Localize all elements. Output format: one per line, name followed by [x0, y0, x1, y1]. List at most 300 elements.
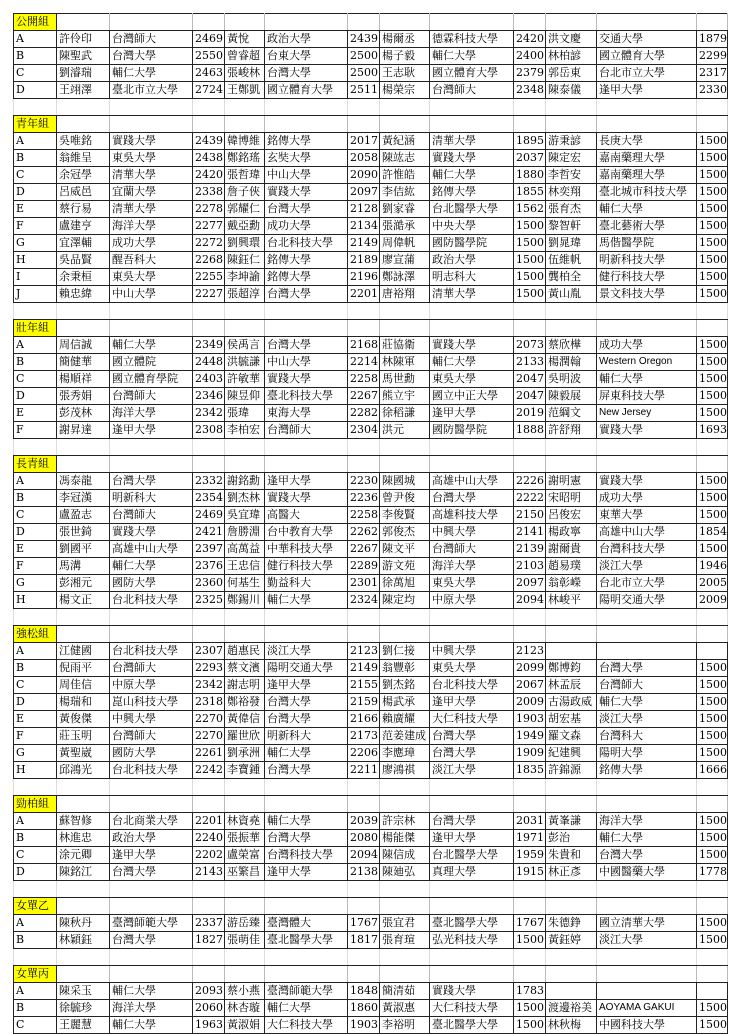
- team-label: B: [14, 660, 57, 677]
- rating-cell: 2047: [514, 388, 546, 405]
- empty-cell: [265, 779, 348, 796]
- table-cell: 劉家睿: [380, 201, 430, 218]
- empty-cell: [348, 949, 380, 966]
- empty-cell: [546, 881, 597, 898]
- table-cell: 台灣大學: [430, 813, 514, 830]
- rating-cell: 2094: [348, 847, 380, 864]
- table-cell: 台北醫學大學: [430, 847, 514, 864]
- empty-cell: [697, 779, 728, 796]
- table-cell: 中央大學: [430, 218, 514, 235]
- table-cell: 賴忠緯: [57, 286, 110, 303]
- empty-cell: [225, 898, 265, 915]
- empty-cell: [225, 796, 265, 813]
- rating-cell: 1500: [514, 286, 546, 303]
- rating-cell: 1895: [514, 133, 546, 150]
- rating-cell: 1500: [514, 1017, 546, 1034]
- rating-cell: 2289: [348, 558, 380, 575]
- table-cell: Western Oregon: [597, 354, 697, 371]
- rating-cell: 2196: [348, 269, 380, 286]
- table-cell: 龔柏全: [546, 269, 597, 286]
- rating-cell: 2342: [193, 405, 225, 422]
- table-cell: 張秀娟: [57, 388, 110, 405]
- team-label: D: [14, 82, 57, 99]
- empty-cell: [597, 898, 697, 915]
- empty-cell: [225, 320, 265, 337]
- empty-cell: [514, 14, 546, 31]
- table-cell: 國立體育學院: [110, 371, 193, 388]
- rating-cell: [697, 643, 728, 660]
- rating-cell: 2060: [193, 1000, 225, 1017]
- empty-cell: [14, 99, 57, 116]
- table-cell: 成功大學: [597, 490, 697, 507]
- rating-cell: 1767: [514, 915, 546, 932]
- rating-cell: 1963: [193, 1017, 225, 1034]
- rating-cell: 2338: [193, 184, 225, 201]
- rating-cell: 1500: [697, 218, 728, 235]
- table-cell: 臺灣體大: [265, 915, 348, 932]
- rating-cell: 1500: [697, 932, 728, 949]
- empty-cell: [514, 626, 546, 643]
- spacer-row: [14, 439, 728, 456]
- rating-cell: 2149: [348, 235, 380, 252]
- team-label: G: [14, 745, 57, 762]
- rating-cell: 1500: [697, 235, 728, 252]
- table-cell: 楊瑞和: [57, 694, 110, 711]
- table-cell: 楊能傑: [380, 830, 430, 847]
- empty-cell: [193, 14, 225, 31]
- rating-cell: 2009: [697, 592, 728, 609]
- empty-cell: [514, 99, 546, 116]
- rating-cell: 1500: [697, 133, 728, 150]
- table-row: [14, 490, 728, 507]
- table-cell: 中原大學: [430, 592, 514, 609]
- table-cell: 輔仁大學: [597, 371, 697, 388]
- rating-cell: 2149: [348, 660, 380, 677]
- empty-cell: [697, 439, 728, 456]
- table-cell: 海洋大學: [597, 813, 697, 830]
- table-cell: 羅文森: [546, 728, 597, 745]
- table-cell: 劉承洲: [225, 745, 265, 762]
- table-cell: 鄭詠澤: [380, 269, 430, 286]
- table-cell: 黃紀涵: [380, 133, 430, 150]
- table-cell: 台北商業大學: [110, 813, 193, 830]
- table-cell: 明新科技大學: [597, 252, 697, 269]
- table-cell: 巫繁昌: [225, 864, 265, 881]
- table-cell: 陳秋丹: [57, 915, 110, 932]
- table-cell: 中興大學: [430, 643, 514, 660]
- table-cell: 張振華: [225, 830, 265, 847]
- spacer-row: [14, 779, 728, 796]
- rating-cell: 1855: [514, 184, 546, 201]
- rating-cell: 2403: [193, 371, 225, 388]
- rating-cell: 1817: [348, 932, 380, 949]
- empty-cell: [597, 99, 697, 116]
- rating-cell: 2168: [348, 337, 380, 354]
- rating-cell: 2349: [193, 337, 225, 354]
- rating-cell: 2206: [348, 745, 380, 762]
- team-label: A: [14, 133, 57, 150]
- table-cell: 鄭博鈞: [546, 660, 597, 677]
- rating-cell: 1500: [697, 201, 728, 218]
- empty-cell: [265, 609, 348, 626]
- table-cell: 陳定宏: [546, 150, 597, 167]
- table-row: [14, 558, 728, 575]
- empty-cell: [430, 456, 514, 473]
- empty-cell: [110, 303, 193, 320]
- table-cell: 張哲瑋: [225, 167, 265, 184]
- table-cell: 林進忠: [57, 830, 110, 847]
- rating-cell: 1500: [514, 932, 546, 949]
- empty-cell: [348, 456, 380, 473]
- table-cell: 玄奘大學: [265, 150, 348, 167]
- table-cell: 東吳大學: [110, 269, 193, 286]
- table-row: [14, 422, 728, 439]
- table-cell: 國防大學: [110, 745, 193, 762]
- empty-cell: [697, 456, 728, 473]
- empty-cell: [225, 626, 265, 643]
- rating-cell: 2278: [193, 201, 225, 218]
- table-cell: 實踐大學: [430, 337, 514, 354]
- team-label: C: [14, 65, 57, 82]
- table-cell: 倪雨平: [57, 660, 110, 677]
- team-label: E: [14, 405, 57, 422]
- table-cell: 馬偕醫學院: [597, 235, 697, 252]
- rating-cell: 2139: [514, 541, 546, 558]
- table-row: [14, 371, 728, 388]
- rating-cell: 2438: [193, 150, 225, 167]
- empty-cell: [348, 779, 380, 796]
- table-cell: 范姜建成: [380, 728, 430, 745]
- table-cell: 國立中正大學: [430, 388, 514, 405]
- table-cell: 謝志明: [225, 677, 265, 694]
- roster-table: [13, 13, 728, 1034]
- table-cell: 輔仁大學: [265, 813, 348, 830]
- table-cell: 東吳大學: [110, 150, 193, 167]
- spacer-row: [14, 949, 728, 966]
- section-header-row: [14, 456, 728, 473]
- table-cell: 余冠學: [57, 167, 110, 184]
- empty-cell: [380, 881, 430, 898]
- table-cell: 許錦源: [546, 762, 597, 779]
- empty-cell: [430, 626, 514, 643]
- empty-cell: [193, 116, 225, 133]
- table-cell: 李佶紘: [380, 184, 430, 201]
- table-cell: 景文科技大學: [597, 286, 697, 303]
- table-cell: 醒吾科大: [110, 252, 193, 269]
- empty-cell: [597, 881, 697, 898]
- empty-cell: [430, 881, 514, 898]
- rating-cell: 2469: [193, 31, 225, 48]
- table-cell: 林柏諺: [546, 48, 597, 65]
- empty-cell: [57, 898, 110, 915]
- table-cell: 古湯政威: [546, 694, 597, 711]
- table-row: [14, 541, 728, 558]
- rating-cell: 1500: [697, 830, 728, 847]
- table-cell: 國防醫學院: [430, 235, 514, 252]
- table-cell: 翁維呈: [57, 150, 110, 167]
- table-cell: 張育杰: [546, 201, 597, 218]
- table-cell: 銘傳大學: [430, 184, 514, 201]
- empty-cell: [193, 626, 225, 643]
- empty-cell: [225, 881, 265, 898]
- table-cell: 黃聖崴: [57, 745, 110, 762]
- empty-cell: [193, 949, 225, 966]
- table-cell: 劉濬瑞: [57, 65, 110, 82]
- table-cell: 輔仁大學: [430, 48, 514, 65]
- table-cell: 林峻平: [546, 592, 597, 609]
- table-cell: 輔仁大學: [110, 337, 193, 354]
- team-label: D: [14, 864, 57, 881]
- empty-cell: [597, 609, 697, 626]
- rating-cell: 2500: [348, 65, 380, 82]
- table-cell: 臺北醫學大學: [265, 932, 348, 949]
- empty-cell: [193, 796, 225, 813]
- rating-cell: 1888: [514, 422, 546, 439]
- rating-cell: 1903: [348, 1017, 380, 1034]
- table-cell: 輔仁大學: [110, 983, 193, 1000]
- table-cell: 台灣師大: [265, 422, 348, 439]
- section-title: 強松組: [14, 626, 57, 643]
- empty-cell: [546, 609, 597, 626]
- empty-cell: [430, 898, 514, 915]
- table-cell: 實踐大學: [597, 473, 697, 490]
- table-cell: 郭岳東: [546, 65, 597, 82]
- empty-cell: [265, 99, 348, 116]
- rating-cell: 2123: [514, 643, 546, 660]
- rating-cell: 2318: [193, 694, 225, 711]
- table-row: [14, 218, 728, 235]
- table-cell: 黃山胤: [546, 286, 597, 303]
- empty-cell: [225, 609, 265, 626]
- rating-cell: 2017: [348, 133, 380, 150]
- rating-cell: 2009: [514, 694, 546, 711]
- empty-cell: [265, 881, 348, 898]
- empty-cell: [546, 456, 597, 473]
- empty-cell: [57, 303, 110, 320]
- empty-cell: [14, 439, 57, 456]
- table-cell: 台灣大學: [265, 337, 348, 354]
- rating-cell: [697, 983, 728, 1000]
- empty-cell: [193, 898, 225, 915]
- rating-cell: 2325: [193, 592, 225, 609]
- rating-cell: 1500: [514, 218, 546, 235]
- table-cell: 彭治: [546, 830, 597, 847]
- table-cell: 崑山科技大學: [110, 694, 193, 711]
- rating-cell: 2293: [193, 660, 225, 677]
- table-cell: 國防大學: [110, 575, 193, 592]
- rating-cell: 1903: [514, 711, 546, 728]
- empty-cell: [514, 609, 546, 626]
- table-cell: 盧盈志: [57, 507, 110, 524]
- empty-cell: [380, 626, 430, 643]
- table-cell: 呂威邑: [57, 184, 110, 201]
- table-cell: 謝銘勳: [225, 473, 265, 490]
- empty-cell: [597, 949, 697, 966]
- table-cell: 輔仁大學: [110, 558, 193, 575]
- rating-cell: 1500: [697, 286, 728, 303]
- empty-cell: [430, 320, 514, 337]
- table-cell: 許伶印: [57, 31, 110, 48]
- table-cell: 國立體育大學: [597, 48, 697, 65]
- table-cell: 劉杰銘: [380, 677, 430, 694]
- empty-cell: [697, 14, 728, 31]
- empty-cell: [380, 949, 430, 966]
- team-label: D: [14, 524, 57, 541]
- table-cell: 成功大學: [597, 337, 697, 354]
- table-cell: 蔡欣樺: [546, 337, 597, 354]
- table-cell: 吳明波: [546, 371, 597, 388]
- table-cell: 黃偉信: [225, 711, 265, 728]
- table-cell: 陽明大學: [597, 745, 697, 762]
- section-header-row: [14, 320, 728, 337]
- spacer-row: [14, 99, 728, 116]
- empty-cell: [380, 966, 430, 983]
- rating-cell: 2360: [193, 575, 225, 592]
- team-label: H: [14, 762, 57, 779]
- table-cell: 國防醫學院: [430, 422, 514, 439]
- table-cell: 游岳臻: [225, 915, 265, 932]
- table-cell: AOYAMA GAKUI: [597, 1000, 697, 1017]
- table-row: [14, 830, 728, 847]
- table-cell: 莊協衛: [380, 337, 430, 354]
- section-title: 壯年組: [14, 320, 57, 337]
- table-cell: 高醫大: [265, 507, 348, 524]
- rating-cell: 2202: [193, 847, 225, 864]
- empty-cell: [110, 320, 193, 337]
- table-cell: 台灣大學: [430, 745, 514, 762]
- table-cell: 輔仁大學: [110, 65, 193, 82]
- table-cell: 台北科技大學: [430, 677, 514, 694]
- table-cell: 王忠信: [225, 558, 265, 575]
- table-cell: 蔡小燕: [225, 983, 265, 1000]
- rating-cell: 2262: [348, 524, 380, 541]
- empty-cell: [225, 456, 265, 473]
- table-cell: 林孟辰: [546, 677, 597, 694]
- rating-cell: 1500: [697, 507, 728, 524]
- table-cell: 楊武承: [380, 694, 430, 711]
- rating-cell: 2134: [348, 218, 380, 235]
- table-cell: 輔仁大學: [597, 694, 697, 711]
- table-row: [14, 915, 728, 932]
- rating-cell: 2097: [514, 575, 546, 592]
- table-cell: 渡邊裕美: [546, 1000, 597, 1017]
- table-row: [14, 660, 728, 677]
- section-title: 長青組: [14, 456, 57, 473]
- rating-cell: 2005: [697, 575, 728, 592]
- table-cell: 勤益科大: [265, 575, 348, 592]
- rating-cell: 2258: [348, 371, 380, 388]
- table-cell: 台灣師大: [430, 541, 514, 558]
- spacer-row: [14, 303, 728, 320]
- empty-cell: [430, 609, 514, 626]
- table-cell: 台北醫學大學: [430, 201, 514, 218]
- table-cell: 清華大學: [110, 201, 193, 218]
- empty-cell: [57, 779, 110, 796]
- table-cell: 吳品賢: [57, 252, 110, 269]
- rating-cell: 2397: [193, 541, 225, 558]
- table-cell: 台北科技大學: [110, 592, 193, 609]
- empty-cell: [597, 320, 697, 337]
- table-cell: 逢甲大學: [110, 422, 193, 439]
- team-label: C: [14, 167, 57, 184]
- table-row: [14, 643, 728, 660]
- table-row: [14, 507, 728, 524]
- table-cell: 清華大學: [110, 167, 193, 184]
- table-cell: 逢甲大學: [265, 864, 348, 881]
- table-cell: 嘉南藥理大學: [597, 167, 697, 184]
- table-row: [14, 388, 728, 405]
- table-cell: 台灣大學: [110, 48, 193, 65]
- table-cell: 劉仁接: [380, 643, 430, 660]
- rating-cell: 2128: [348, 201, 380, 218]
- empty-cell: [380, 609, 430, 626]
- table-cell: 蔡行易: [57, 201, 110, 218]
- table-cell: 台灣師大: [110, 728, 193, 745]
- rating-cell: 1909: [514, 745, 546, 762]
- rating-cell: 2103: [514, 558, 546, 575]
- table-cell: 楊子毅: [380, 48, 430, 65]
- empty-cell: [597, 456, 697, 473]
- empty-cell: [110, 116, 193, 133]
- empty-cell: [514, 966, 546, 983]
- table-cell: 台灣科技大學: [265, 847, 348, 864]
- table-cell: 鄭銘瑤: [225, 150, 265, 167]
- table-cell: 周偉帆: [380, 235, 430, 252]
- rating-cell: 2214: [348, 354, 380, 371]
- team-label: C: [14, 677, 57, 694]
- rating-cell: 2039: [348, 813, 380, 830]
- table-cell: 輔仁大學: [430, 354, 514, 371]
- empty-cell: [265, 303, 348, 320]
- table-cell: 中山大學: [265, 167, 348, 184]
- table-cell: 海洋大學: [430, 558, 514, 575]
- table-cell: [546, 983, 597, 1000]
- table-cell: 陽明交通大學: [265, 660, 348, 677]
- empty-cell: [57, 99, 110, 116]
- table-cell: 洪毓謙: [225, 354, 265, 371]
- table-cell: 郭耀仁: [225, 201, 265, 218]
- table-cell: 周信誠: [57, 337, 110, 354]
- table-cell: 楊潤翰: [546, 354, 597, 371]
- rating-cell: 2222: [514, 490, 546, 507]
- table-row: [14, 31, 728, 48]
- table-row: [14, 252, 728, 269]
- table-cell: 中興大學: [110, 711, 193, 728]
- table-cell: 黎智軒: [546, 218, 597, 235]
- table-cell: [546, 643, 597, 660]
- empty-cell: [57, 456, 110, 473]
- empty-cell: [14, 303, 57, 320]
- empty-cell: [597, 439, 697, 456]
- table-cell: 中山大學: [265, 354, 348, 371]
- table-cell: 明志科大: [430, 269, 514, 286]
- table-cell: 吳宜瑋: [225, 507, 265, 524]
- table-cell: 徐萬旭: [380, 575, 430, 592]
- rating-cell: 1767: [348, 915, 380, 932]
- team-label: G: [14, 575, 57, 592]
- table-cell: 陳采玉: [57, 983, 110, 1000]
- empty-cell: [380, 779, 430, 796]
- rating-cell: 1500: [697, 1000, 728, 1017]
- empty-cell: [546, 320, 597, 337]
- table-cell: 曾睿超: [225, 48, 265, 65]
- table-cell: 楊文正: [57, 592, 110, 609]
- rating-cell: 2097: [348, 184, 380, 201]
- empty-cell: [697, 796, 728, 813]
- rating-cell: 2376: [193, 558, 225, 575]
- empty-cell: [597, 303, 697, 320]
- rating-cell: 2242: [193, 762, 225, 779]
